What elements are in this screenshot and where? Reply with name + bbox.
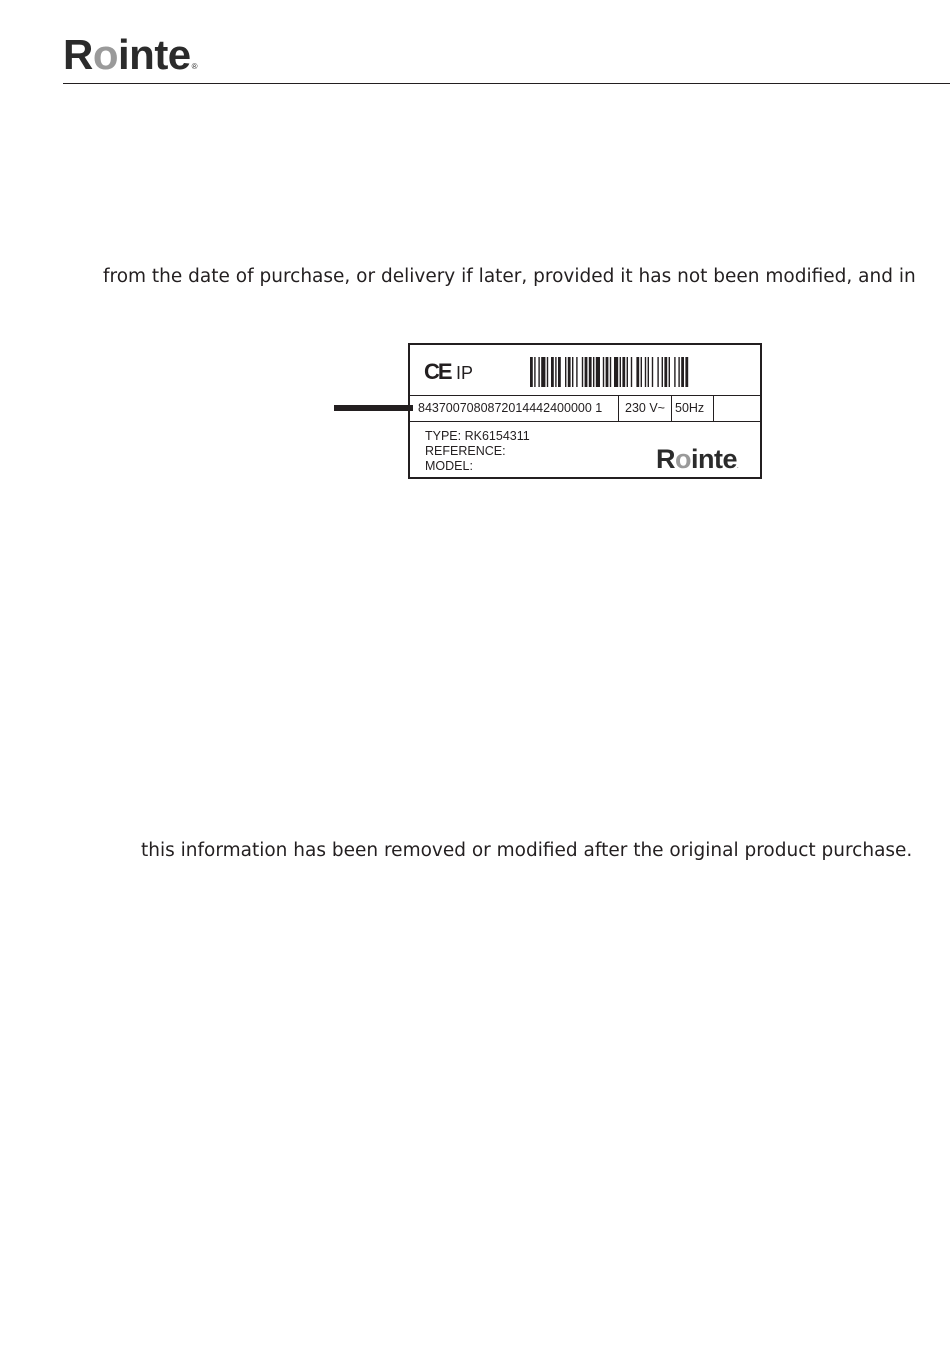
barcode-bar <box>530 357 533 387</box>
barcode-bar <box>678 357 679 387</box>
barcode-bar <box>603 357 604 387</box>
model-line: MODEL: <box>425 459 473 473</box>
logo-letters-inte: inte <box>118 31 191 78</box>
barcode-bar <box>558 357 561 387</box>
warranty-text-line: from the date of purchase, or delivery if later, provided it has not been modified, and in <box>103 266 916 287</box>
barcode-bar <box>585 357 588 387</box>
barcode-bar <box>572 357 573 387</box>
barcode-bar <box>576 357 577 387</box>
logo-registered-mark: ® <box>191 62 198 71</box>
header-divider <box>63 83 950 84</box>
barcode-bar <box>551 357 554 387</box>
barcode-bar <box>664 357 667 387</box>
barcode-bar <box>555 357 556 387</box>
rointe-logo <box>63 31 198 88</box>
label-info-block <box>425 429 530 474</box>
barcode-bar <box>538 357 539 387</box>
label-top-row <box>410 345 760 396</box>
barcode-bar <box>681 357 684 387</box>
barcode-bar <box>582 357 583 387</box>
label-logo-letter-o: o <box>675 444 691 474</box>
barcode-bar <box>641 357 642 387</box>
barcode-bar <box>648 357 649 387</box>
barcode-bar <box>669 357 670 387</box>
barcode-bar <box>589 357 592 387</box>
barcode-bar <box>657 357 658 387</box>
label-rointe-logo <box>656 446 738 481</box>
barcode-bar <box>565 357 566 387</box>
label-electrical-row <box>410 396 760 422</box>
barcode-bar <box>610 357 611 387</box>
label-pointer-line <box>334 405 413 411</box>
barcode-bar <box>534 357 535 387</box>
barcode <box>530 357 750 387</box>
barcode-bar <box>622 357 625 387</box>
barcode-bar <box>620 357 621 387</box>
barcode-bar <box>652 357 653 387</box>
barcode-bar <box>593 357 594 387</box>
label-logo-letter-r: R <box>656 444 675 474</box>
ce-mark: CE <box>424 359 451 384</box>
barcode-bar <box>685 357 688 387</box>
barcode-bar <box>627 357 628 387</box>
barcode-bar <box>674 357 675 387</box>
reference-line: REFERENCE: <box>425 444 506 458</box>
barcode-bar <box>606 357 609 387</box>
barcode-bar <box>631 357 632 387</box>
rating-label <box>408 343 762 479</box>
type-line: TYPE: RK6154311 <box>425 429 530 443</box>
barcode-bar <box>645 357 646 387</box>
barcode-bar <box>636 357 639 387</box>
ip-rating: IP <box>456 363 474 383</box>
barcode-bar <box>614 357 618 387</box>
barcode-bar <box>541 357 545 387</box>
frequency-value: 50Hz <box>671 396 714 421</box>
barcode-bar <box>596 357 600 387</box>
voltage-value: 230 V~ <box>618 396 677 421</box>
barcode-bar <box>547 357 548 387</box>
info-removed-text-line: this information has been removed or modified after the original product purchase. <box>141 840 913 861</box>
label-logo-mark: . <box>737 464 739 470</box>
logo-letter-o: o <box>92 31 118 78</box>
logo-letter-r: R <box>63 31 93 78</box>
serial-number: 8437007080872014442400000 1 <box>418 401 603 415</box>
label-logo-letters-inte: inte <box>691 444 738 474</box>
barcode-bar <box>662 357 663 387</box>
barcode-bar <box>568 357 571 387</box>
